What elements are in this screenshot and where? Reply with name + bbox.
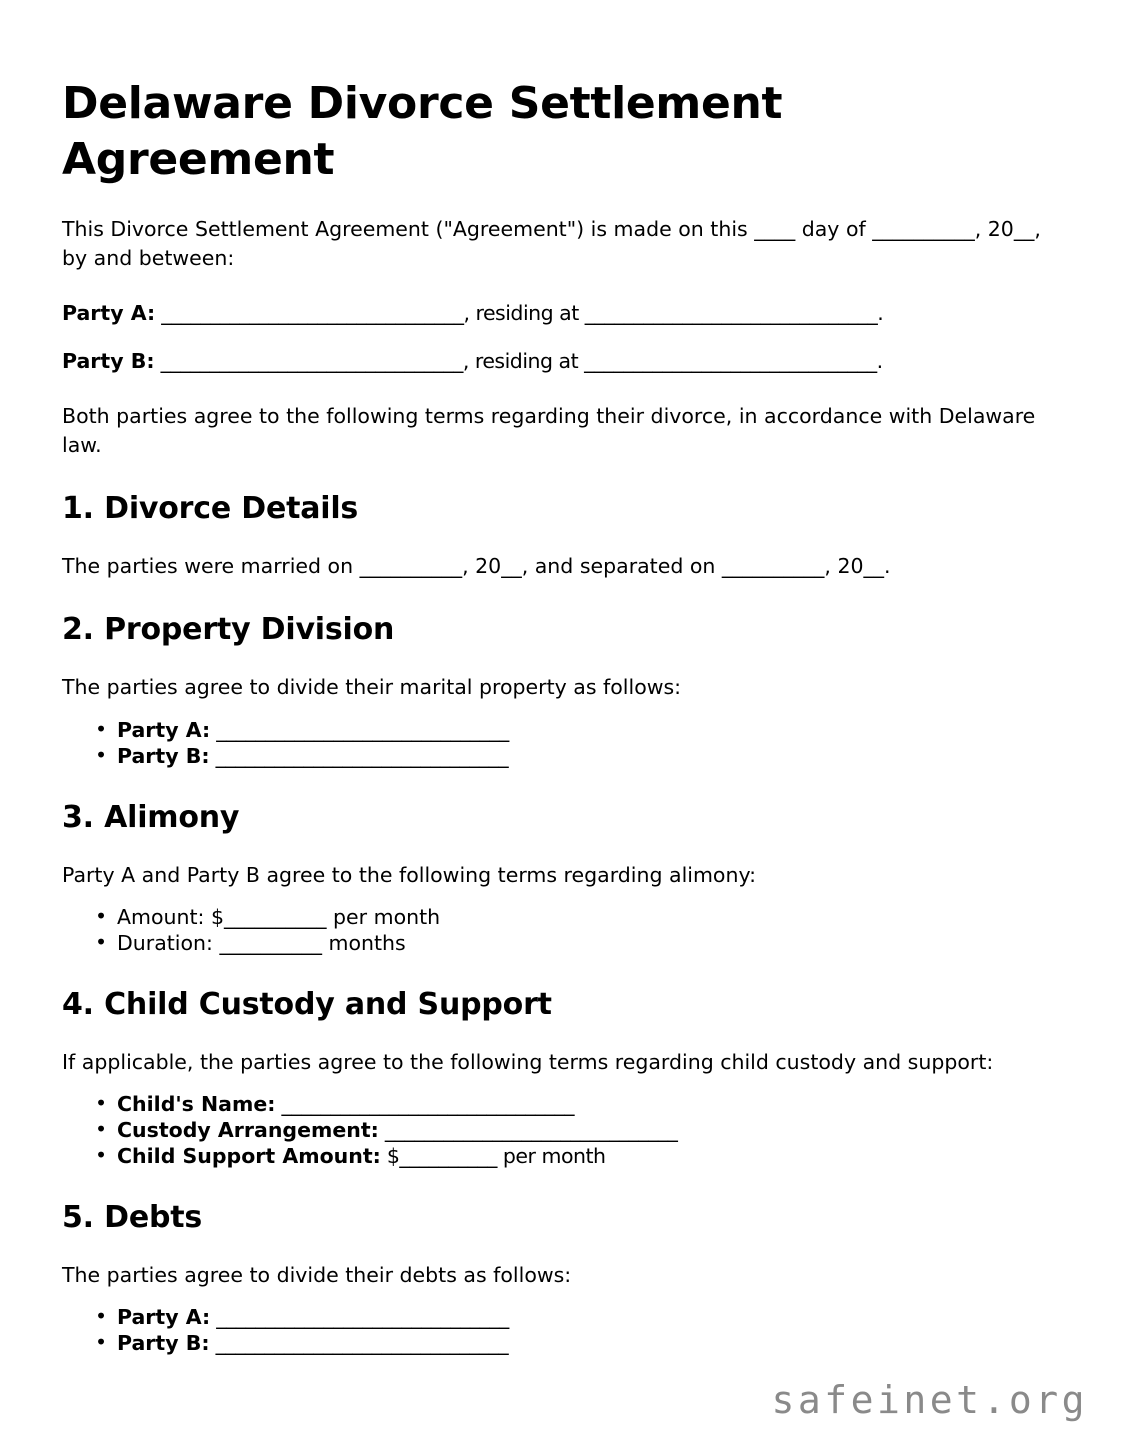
list-item-label: Party A: [117,1305,211,1330]
section-divorce-details [62,491,1062,581]
party-b-label: Party B: [62,348,155,373]
list-item [95,1091,1062,1117]
list-item [95,743,1062,769]
list-item-blank: ______________________________ [210,1305,509,1330]
list-item-label: Party A: [117,717,211,742]
intro-paragraph: This Divorce Settlement Agreement ("Agreement") is made on this ____ day of __________, 20__, by and between: [62,216,1041,270]
section-body: The parties were married on __________, 20__, and separated on __________, 20__. [62,554,891,579]
section-body: The parties agree to divide their debts as follows: [62,1262,572,1287]
list-item [95,930,1062,956]
list-item [95,1330,1062,1356]
list-item-blank: ______________________________ [209,743,509,768]
list-item-blank: ______________________________ [275,1091,574,1116]
section-alimony [62,800,1062,956]
list-item [95,1304,1062,1330]
sections-container [62,491,1062,1356]
child-custody-list [62,1091,1062,1169]
list-item-label: Amount: $__________ per month [117,904,441,929]
section-heading: 3. Alimony [62,799,240,835]
list-item-label: Custody Arrangement: [117,1117,379,1142]
section-body: If applicable, the parties agree to the following terms regarding child custody and support: [62,1049,994,1074]
list-item-blank: $__________ per month [380,1143,606,1168]
list-item [95,904,1062,930]
page-title: Delaware Divorce Settlement Agreement [62,78,783,186]
section-debts [62,1200,1062,1356]
party-a-label: Party A: [62,300,156,325]
watermark: safeinet.org [771,1378,1088,1422]
list-item-blank: ______________________________ [209,1331,509,1356]
section-body: Party A and Party B agree to the following terms regarding alimony: [62,862,757,887]
list-item-label: Child's Name: [117,1091,276,1116]
list-item [95,717,1062,743]
list-item-blank: ______________________________ [378,1117,678,1142]
section-property-division [62,612,1062,768]
party-a-line [62,299,1062,328]
list-item-label: Party B: [117,1331,210,1356]
section-body: The parties agree to divide their marital property as follows: [62,675,682,700]
section-heading: 1. Divorce Details [62,491,359,527]
party-b-blanks: _______________________________, residing at ______________________________. [154,348,883,373]
list-item-label: Party B: [117,743,210,768]
property-division-list [62,717,1062,769]
list-item-label: Duration: __________ months [117,930,406,955]
list-item [95,1117,1062,1143]
list-item-blank: ______________________________ [210,717,509,742]
party-a-blanks: _______________________________, residing at ______________________________. [155,300,884,325]
debts-list [62,1304,1062,1356]
agreement-statement: Both parties agree to the following terms regarding their divorce, in accordance with Delaware law. [62,404,1036,458]
list-item [95,1143,1062,1169]
alimony-list [62,904,1062,956]
list-item-label: Child Support Amount: [117,1143,381,1168]
section-heading: 2. Property Division [62,612,395,648]
section-heading: 4. Child Custody and Support [62,986,552,1022]
section-child-custody-and-support [62,987,1062,1169]
party-b-line [62,347,1062,376]
section-heading: 5. Debts [62,1199,203,1235]
